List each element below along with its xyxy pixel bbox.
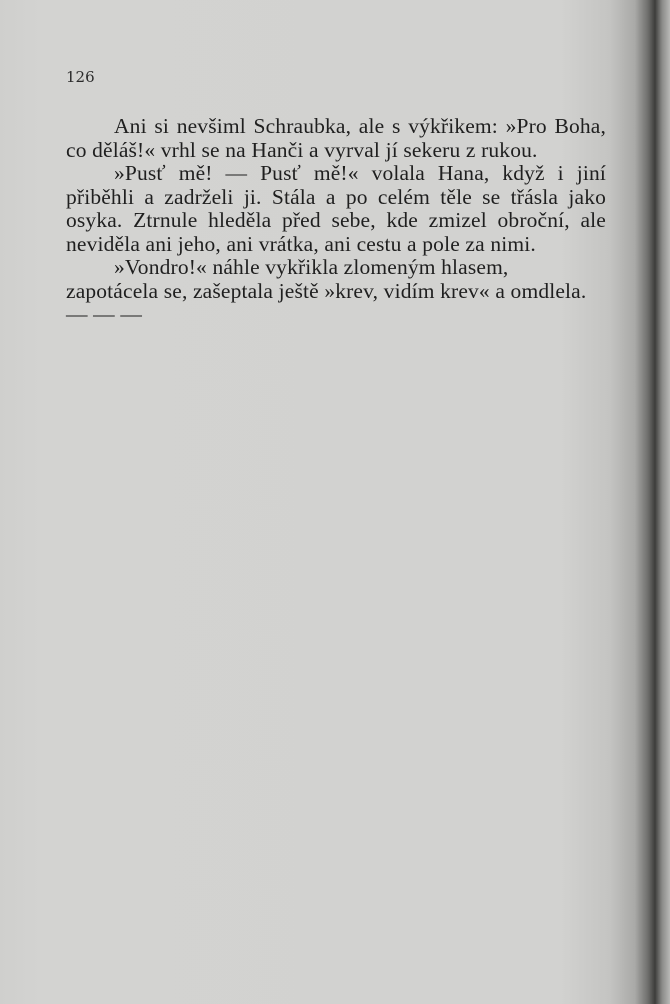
page-number: 126: [66, 68, 95, 86]
page-text: [66, 115, 606, 327]
paragraph-1: Ani si nevšiml Schraubka, ale s výkřikem: »Pro Boha, co děláš!« vrhl se na Hanči a vyrval jí sekeru z rukou.: [66, 114, 606, 162]
paragraph-2: »Pusť mě! — Pusť mě!« volala Hana, když i jiní přiběhli a zadrželi ji. Stála a po celém těle se třásla jako osyka. Ztrnule hleděla před sebe, kde zmizel obroční, ale neviděla ani jeho, ani vrátka, ani cestu a pole za nimi.: [66, 161, 606, 256]
paragraph-3: »Vondro!« náhle vykřikla zlomeným hlasem, zapotácela se, zašeptala ještě »krev, vidím krev« a omdlela. — — —: [66, 255, 587, 326]
